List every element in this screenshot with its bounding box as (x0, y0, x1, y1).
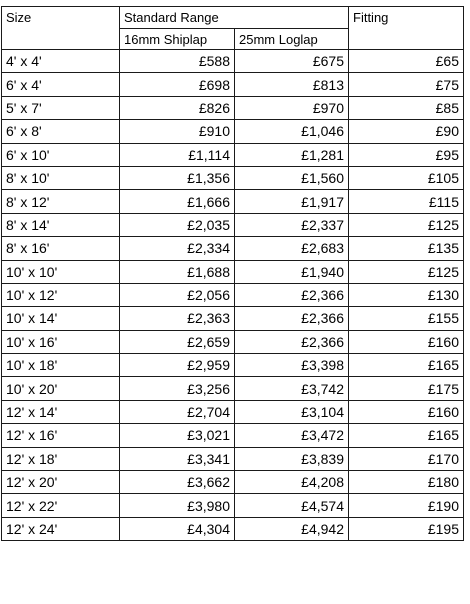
table-row (2, 260, 464, 283)
subheader-blank (2, 29, 120, 50)
cell-shiplap-price: £3,662 (120, 471, 235, 494)
cell-size: 12' x 16' (2, 424, 120, 447)
cell-size: 12' x 22' (2, 494, 120, 517)
cell-size: 12' x 14' (2, 400, 120, 423)
cell-fitting-price: £135 (349, 237, 464, 260)
cell-fitting-price: £165 (349, 424, 464, 447)
cell-size: 8' x 10' (2, 166, 120, 189)
cell-shiplap-price: £2,056 (120, 283, 235, 306)
cell-size: 10' x 16' (2, 330, 120, 353)
cell-fitting-price: £175 (349, 377, 464, 400)
cell-fitting-price: £125 (349, 260, 464, 283)
cell-fitting-price: £195 (349, 517, 464, 540)
cell-fitting-price: £85 (349, 96, 464, 119)
cell-loglap-price: £3,398 (235, 354, 349, 377)
table-row (2, 447, 464, 470)
cell-fitting-price: £130 (349, 283, 464, 306)
table-row (2, 96, 464, 119)
table-row (2, 237, 464, 260)
cell-shiplap-price: £2,363 (120, 307, 235, 330)
cell-fitting-price: £160 (349, 400, 464, 423)
cell-loglap-price: £4,574 (235, 494, 349, 517)
cell-loglap-price: £2,366 (235, 330, 349, 353)
table-row (2, 400, 464, 423)
cell-size: 8' x 16' (2, 237, 120, 260)
cell-shiplap-price: £3,021 (120, 424, 235, 447)
cell-size: 12' x 20' (2, 471, 120, 494)
table-row (2, 190, 464, 213)
cell-size: 10' x 20' (2, 377, 120, 400)
cell-size: 12' x 18' (2, 447, 120, 470)
cell-fitting-price: £90 (349, 120, 464, 143)
cell-size: 12' x 24' (2, 517, 120, 540)
cell-shiplap-price: £1,688 (120, 260, 235, 283)
cell-size: 10' x 14' (2, 307, 120, 330)
cell-loglap-price: £970 (235, 96, 349, 119)
cell-shiplap-price: £2,704 (120, 400, 235, 423)
cell-fitting-price: £75 (349, 73, 464, 96)
cell-loglap-price: £3,839 (235, 447, 349, 470)
table-row (2, 494, 464, 517)
table-row (2, 50, 464, 73)
cell-loglap-price: £3,472 (235, 424, 349, 447)
cell-shiplap-price: £2,035 (120, 213, 235, 236)
cell-loglap-price: £1,560 (235, 166, 349, 189)
table-row (2, 166, 464, 189)
cell-loglap-price: £2,366 (235, 307, 349, 330)
cell-shiplap-price: £2,334 (120, 237, 235, 260)
table-row (2, 330, 464, 353)
cell-loglap-price: £1,281 (235, 143, 349, 166)
cell-shiplap-price: £3,980 (120, 494, 235, 517)
subheader-loglap: 25mm Loglap (235, 29, 349, 50)
cell-size: 8' x 14' (2, 213, 120, 236)
table-row (2, 120, 464, 143)
cell-shiplap-price: £698 (120, 73, 235, 96)
cell-shiplap-price: £4,304 (120, 517, 235, 540)
cell-size: 5' x 7' (2, 96, 120, 119)
cell-loglap-price: £2,337 (235, 213, 349, 236)
table-row (2, 424, 464, 447)
cell-loglap-price: £1,046 (235, 120, 349, 143)
table-row (2, 307, 464, 330)
cell-loglap-price: £3,104 (235, 400, 349, 423)
cell-shiplap-price: £3,256 (120, 377, 235, 400)
cell-loglap-price: £4,208 (235, 471, 349, 494)
cell-loglap-price: £813 (235, 73, 349, 96)
cell-fitting-price: £190 (349, 494, 464, 517)
cell-size: 8' x 12' (2, 190, 120, 213)
cell-fitting-price: £180 (349, 471, 464, 494)
table-row (2, 143, 464, 166)
cell-shiplap-price: £2,659 (120, 330, 235, 353)
cell-fitting-price: £125 (349, 213, 464, 236)
header-fitting: Fitting (349, 7, 464, 29)
table-row (2, 354, 464, 377)
price-table (1, 6, 464, 541)
header-row (2, 7, 464, 29)
cell-fitting-price: £95 (349, 143, 464, 166)
cell-fitting-price: £160 (349, 330, 464, 353)
cell-loglap-price: £2,366 (235, 283, 349, 306)
cell-loglap-price: £1,917 (235, 190, 349, 213)
table-row (2, 517, 464, 540)
cell-loglap-price: £2,683 (235, 237, 349, 260)
cell-fitting-price: £105 (349, 166, 464, 189)
subheader-shiplap: 16mm Shiplap (120, 29, 235, 50)
price-table-body (2, 7, 464, 541)
table-row (2, 283, 464, 306)
cell-size: 10' x 18' (2, 354, 120, 377)
cell-shiplap-price: £1,356 (120, 166, 235, 189)
cell-size: 4' x 4' (2, 50, 120, 73)
subheader-row (2, 29, 464, 50)
header-standard-range: Standard Range (120, 7, 349, 29)
cell-fitting-price: £170 (349, 447, 464, 470)
table-row (2, 377, 464, 400)
table-row (2, 213, 464, 236)
cell-shiplap-price: £588 (120, 50, 235, 73)
table-row (2, 73, 464, 96)
cell-size: 6' x 8' (2, 120, 120, 143)
cell-shiplap-price: £3,341 (120, 447, 235, 470)
cell-size: 6' x 10' (2, 143, 120, 166)
cell-loglap-price: £3,742 (235, 377, 349, 400)
cell-loglap-price: £4,942 (235, 517, 349, 540)
cell-shiplap-price: £1,114 (120, 143, 235, 166)
cell-loglap-price: £675 (235, 50, 349, 73)
cell-shiplap-price: £1,666 (120, 190, 235, 213)
header-size: Size (2, 7, 120, 29)
cell-shiplap-price: £2,959 (120, 354, 235, 377)
cell-fitting-price: £155 (349, 307, 464, 330)
cell-fitting-price: £165 (349, 354, 464, 377)
cell-size: 10' x 10' (2, 260, 120, 283)
cell-loglap-price: £1,940 (235, 260, 349, 283)
cell-shiplap-price: £910 (120, 120, 235, 143)
table-row (2, 471, 464, 494)
cell-shiplap-price: £826 (120, 96, 235, 119)
cell-size: 6' x 4' (2, 73, 120, 96)
subheader-fitting-blank (349, 29, 464, 50)
cell-fitting-price: £65 (349, 50, 464, 73)
cell-fitting-price: £115 (349, 190, 464, 213)
cell-size: 10' x 12' (2, 283, 120, 306)
